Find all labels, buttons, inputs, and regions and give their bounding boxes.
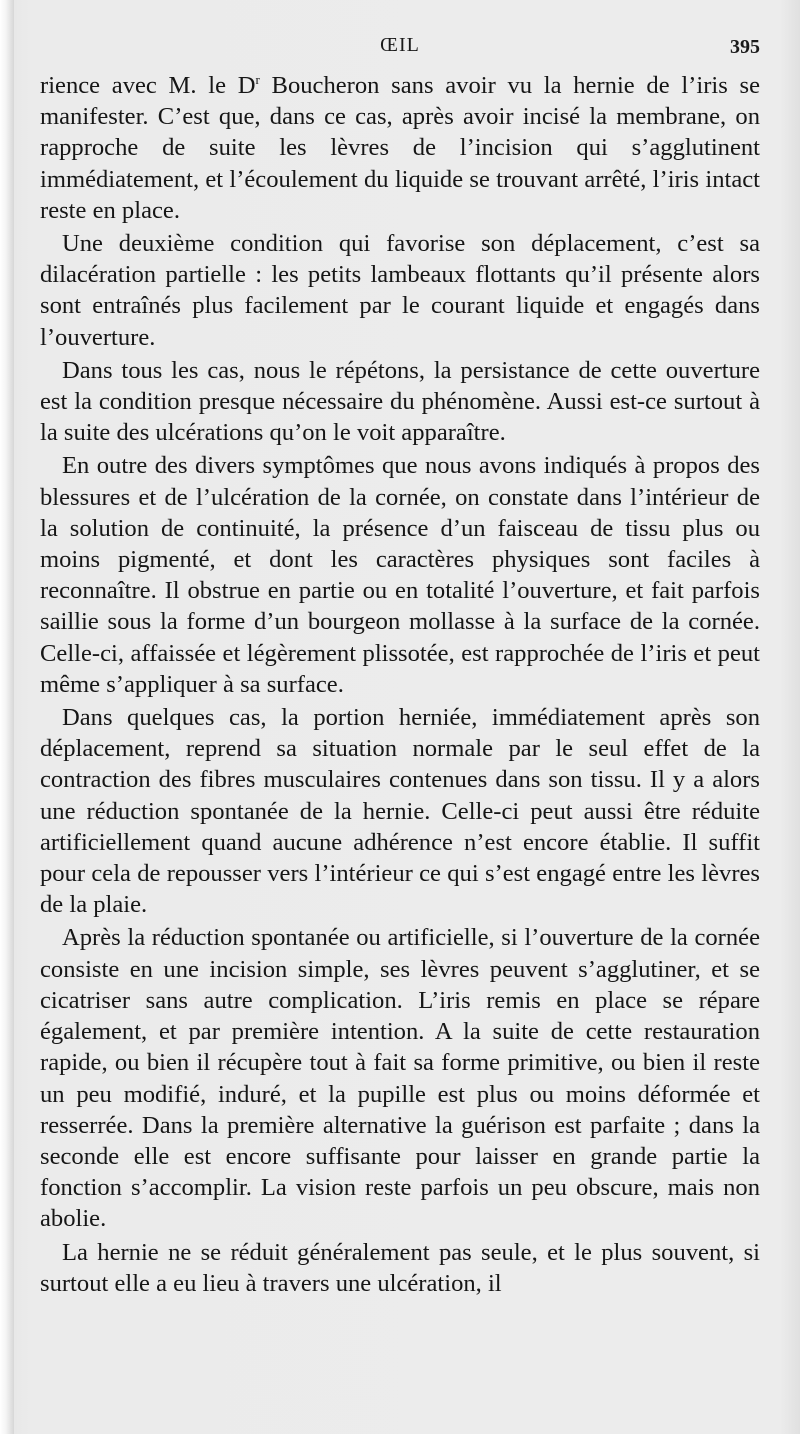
paragraph-6: Après la réduction spontanée ou artificielle, si l’ouverture de la cornée consiste en une incision simple, ses lèvres peuvent s’agglutiner, et se cicatriser sans autre complication. L’iris remis en place se répare également, et par première intention. A la suite de cette restauration rapide, ou bien il récupère tout à fait sa forme primitive, ou bien il reste un peu modifié, induré, et la pupille est plus ou moins déformée et resserrée. Dans la première alternative la guérison est parfaite ; dans la seconde elle est encore suffisante pour laisser en grande partie la fonction s’accomplir. La vision reste parfois un peu obscure, mais non abolie. <box>40 924 760 1233</box>
paragraph-4: En outre des divers symptômes que nous avons indiqués à propos des blessures et de l’ulcération de la cornée, on constate dans l’intérieur de la solution de continuité, la présence d’un faisceau de tissu plus ou moins pigmenté, et dont les caractères physiques sont faciles à reconnaître. Il obstrue en partie ou en totalité l’ouverture, et fait parfois saillie sous la forme d’un bourgeon mollasse à la surface de la cornée. Celle-ci, affaissée et légèrement plissotée, est rapprochée de l’iris et peut même s’appliquer à sa surface. <box>40 452 760 698</box>
page-number: 395 <box>730 36 760 58</box>
paragraph-2: Une deuxième condition qui favorise son déplacement, c’est sa dilacération partielle : les petits lambeaux flottants qu’il présente alors sont entraînés plus facilement par le courant liquide et engagés dans l’ouverture. <box>40 230 760 351</box>
page-header <box>40 28 760 64</box>
paragraph-1-superscript: r <box>255 72 260 87</box>
page-gutter <box>0 0 14 1434</box>
paragraph-1-text-end: Boucheron sans avoir vu la hernie de l’iris se manifester. C’est que, dans ce cas, après avoir incisé la membrane, on rapproche de suite les lèvres de l’incision qui s’agglutinent immédiatement, et l’écoulement du liquide se trouvant arrêté, l’iris intact reste en place. <box>40 72 761 224</box>
paragraph-5: Dans quelques cas, la portion herniée, immédiatement après son déplacement, reprend sa situation normale par le seul effet de la contraction des fibres musculaires contenues dans son tissu. Il y a alors une réduction spontanée de la hernie. Celle-ci peut aussi être réduite artificiellement quand aucune adhérence n’est encore établie. Il suffit pour cela de repousser vers l’intérieur ce qui s’est engagé entre les lèvres de la plaie. <box>40 704 760 919</box>
paragraph-1-text-start: rience avec M. le D <box>40 72 256 99</box>
body-text <box>40 70 760 1301</box>
paragraph-3: Dans tous les cas, nous le répétons, la persistance de cette ouverture est la condition presque nécessaire du phénomène. Aussi est-ce surtout à la suite des ulcérations qu’on le voit apparaître. <box>40 356 760 447</box>
running-head: ŒIL <box>380 34 420 56</box>
paragraph-1 <box>40 70 760 226</box>
paragraph-7: La hernie ne se réduit généralement pas seule, et le plus souvent, si surtout elle a eu lieu à travers une ulcération, il <box>40 1238 760 1297</box>
